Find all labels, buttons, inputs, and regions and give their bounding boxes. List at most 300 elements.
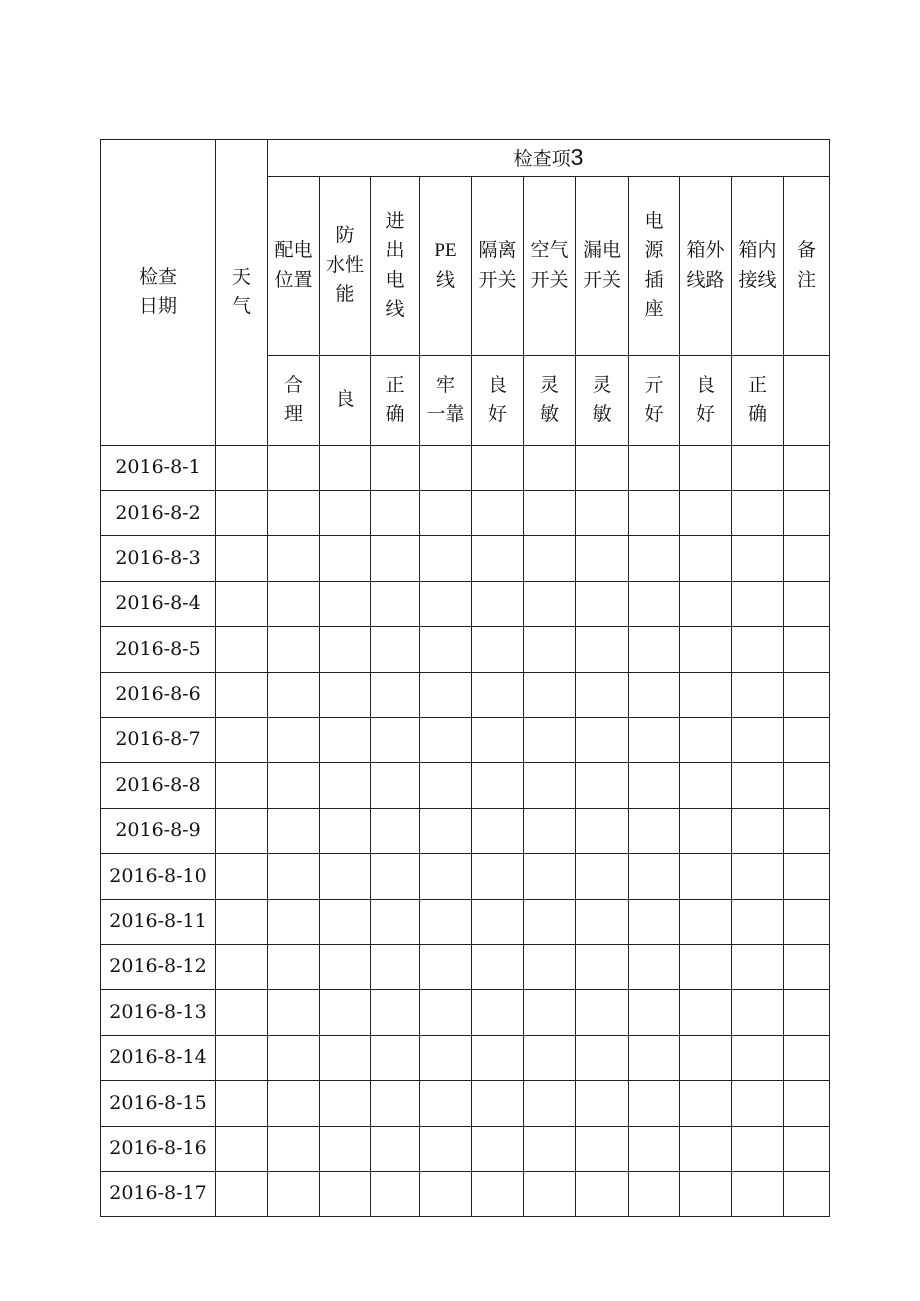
check-cell[interactable] [732, 717, 784, 762]
item-name-cell [320, 176, 371, 355]
check-cell[interactable] [680, 944, 732, 989]
table-row [101, 627, 830, 672]
check-cell[interactable] [524, 808, 576, 853]
check-cell[interactable] [732, 1126, 784, 1171]
check-cell[interactable] [680, 536, 732, 581]
check-cell[interactable] [524, 1035, 576, 1080]
table-row [101, 581, 830, 626]
check-cell[interactable] [268, 1126, 320, 1171]
check-cell[interactable] [420, 536, 472, 581]
check-cell[interactable] [268, 1035, 320, 1080]
check-cell[interactable] [784, 808, 830, 853]
table-row [101, 990, 830, 1035]
check-cell[interactable] [629, 717, 680, 762]
check-cell[interactable] [320, 1081, 371, 1126]
check-cell[interactable] [320, 763, 371, 808]
table-row [101, 1081, 830, 1126]
check-cell[interactable] [524, 1126, 576, 1171]
check-cell[interactable] [576, 491, 629, 536]
check-cell[interactable] [629, 627, 680, 672]
item-name-text: 开关 [478, 268, 517, 291]
item-name-text: 座 [644, 298, 664, 321]
check-cell[interactable] [420, 717, 472, 762]
check-cell[interactable] [576, 808, 629, 853]
table-row [101, 536, 830, 581]
table-row [101, 672, 830, 717]
check-cell[interactable] [732, 1035, 784, 1080]
item-standard-cell [629, 355, 680, 445]
item-name-text: 箱外 [686, 239, 725, 262]
check-cell[interactable] [371, 445, 420, 490]
check-cell[interactable] [371, 627, 420, 672]
check-cell[interactable] [576, 581, 629, 626]
table-row [101, 763, 830, 808]
table-row [101, 1126, 830, 1171]
check-cell[interactable] [732, 672, 784, 717]
check-cell[interactable] [524, 445, 576, 490]
check-cell[interactable] [371, 763, 420, 808]
check-cell[interactable] [268, 717, 320, 762]
check-cell[interactable] [680, 899, 732, 944]
check-cell[interactable] [472, 899, 524, 944]
item-name-text: 线 [385, 298, 405, 321]
check-cell[interactable] [629, 1126, 680, 1171]
item-standard-cell [784, 355, 830, 445]
weather-cell[interactable] [216, 1081, 268, 1126]
check-cell[interactable] [472, 990, 524, 1035]
date-cell: 2016-8-1 [101, 445, 216, 490]
item-name-text: 箱内 [738, 239, 777, 262]
check-cell[interactable] [576, 717, 629, 762]
date-cell: 2016-8-7 [101, 717, 216, 762]
check-cell[interactable] [784, 1081, 830, 1126]
check-cell[interactable] [784, 581, 830, 626]
check-cell[interactable] [524, 763, 576, 808]
check-cell[interactable] [420, 854, 472, 899]
item-standard-cell [732, 355, 784, 445]
check-cell[interactable] [371, 717, 420, 762]
item-name-cell [680, 176, 732, 355]
item-standard-text: 理 [283, 403, 303, 426]
check-cell[interactable] [420, 899, 472, 944]
group-number: 3 [570, 144, 584, 170]
check-cell[interactable] [268, 672, 320, 717]
check-cell[interactable] [371, 854, 420, 899]
check-cell[interactable] [732, 627, 784, 672]
check-cell[interactable] [784, 717, 830, 762]
check-cell[interactable] [371, 536, 420, 581]
table-row [101, 491, 830, 536]
check-cell[interactable] [420, 990, 472, 1035]
weather-cell[interactable] [216, 763, 268, 808]
item-standard-text: 良 [487, 373, 507, 396]
check-cell[interactable] [629, 899, 680, 944]
weather-cell[interactable] [216, 536, 268, 581]
check-cell[interactable] [576, 990, 629, 1035]
check-cell[interactable] [320, 536, 371, 581]
check-cell[interactable] [629, 1035, 680, 1080]
check-cell[interactable] [320, 581, 371, 626]
item-name-text: 配电 [274, 239, 313, 262]
check-cell[interactable] [629, 445, 680, 490]
check-cell[interactable] [268, 899, 320, 944]
check-cell[interactable] [320, 1035, 371, 1080]
item-name-text: 开关 [530, 268, 569, 291]
check-cell[interactable] [524, 717, 576, 762]
check-cell[interactable] [784, 627, 830, 672]
table-row [101, 854, 830, 899]
weather-cell[interactable] [216, 717, 268, 762]
check-cell[interactable] [784, 1126, 830, 1171]
item-standard-text: 敏 [592, 403, 612, 426]
check-cell[interactable] [680, 1171, 732, 1216]
item-name-text: 进 [385, 209, 405, 232]
check-cell[interactable] [472, 808, 524, 853]
check-cell[interactable] [320, 491, 371, 536]
check-cell[interactable] [371, 491, 420, 536]
item-standard-text: 良 [335, 388, 355, 411]
check-cell[interactable] [732, 445, 784, 490]
check-cell[interactable] [371, 990, 420, 1035]
check-cell[interactable] [420, 1171, 472, 1216]
item-name-cell [472, 176, 524, 355]
check-cell[interactable] [420, 944, 472, 989]
check-cell[interactable] [732, 581, 784, 626]
check-cell[interactable] [524, 854, 576, 899]
weather-header-line-1: 天 [231, 265, 251, 288]
check-cell[interactable] [268, 1171, 320, 1216]
weather-cell[interactable] [216, 627, 268, 672]
weather-cell[interactable] [216, 1035, 268, 1080]
table-row [101, 944, 830, 989]
check-cell[interactable] [732, 944, 784, 989]
table-row [101, 1171, 830, 1216]
check-cell[interactable] [320, 1171, 371, 1216]
check-cell[interactable] [524, 990, 576, 1035]
check-cell[interactable] [420, 808, 472, 853]
check-cell[interactable] [268, 1081, 320, 1126]
check-cell[interactable] [732, 1081, 784, 1126]
inspection-items-group-header [268, 140, 830, 177]
check-cell[interactable] [268, 627, 320, 672]
item-name-text: 能 [335, 283, 355, 306]
weather-cell[interactable] [216, 899, 268, 944]
check-cell[interactable] [472, 581, 524, 626]
check-cell[interactable] [371, 672, 420, 717]
check-cell[interactable] [472, 445, 524, 490]
check-cell[interactable] [576, 1171, 629, 1216]
item-name-text: 漏电 [582, 239, 621, 262]
check-cell[interactable] [629, 1081, 680, 1126]
weather-cell[interactable] [216, 445, 268, 490]
check-cell[interactable] [784, 763, 830, 808]
check-cell[interactable] [576, 445, 629, 490]
check-cell[interactable] [524, 672, 576, 717]
check-cell[interactable] [320, 717, 371, 762]
item-name-text: 隔离 [478, 239, 517, 262]
item-name-text: 注 [796, 268, 816, 291]
check-cell[interactable] [320, 672, 371, 717]
check-cell[interactable] [268, 491, 320, 536]
table-row [101, 445, 830, 490]
check-cell[interactable] [371, 1171, 420, 1216]
item-name-text: 空气 [530, 239, 569, 262]
check-cell[interactable] [680, 491, 732, 536]
item-name-cell [629, 176, 680, 355]
check-cell[interactable] [629, 944, 680, 989]
check-cell[interactable] [320, 854, 371, 899]
check-cell[interactable] [732, 854, 784, 899]
item-standard-text: 良 [695, 373, 715, 396]
check-cell[interactable] [371, 581, 420, 626]
check-cell[interactable] [680, 763, 732, 808]
check-cell[interactable] [268, 990, 320, 1035]
item-name-text: 开关 [582, 268, 621, 291]
date-cell: 2016-8-8 [101, 763, 216, 808]
check-cell[interactable] [371, 808, 420, 853]
check-cell[interactable] [268, 854, 320, 899]
check-cell[interactable] [629, 581, 680, 626]
check-cell[interactable] [680, 990, 732, 1035]
check-cell[interactable] [268, 944, 320, 989]
check-cell[interactable] [680, 1126, 732, 1171]
date-cell: 2016-8-4 [101, 581, 216, 626]
check-cell[interactable] [784, 445, 830, 490]
item-standard-text: 敏 [539, 403, 559, 426]
item-name-cell [371, 176, 420, 355]
check-cell[interactable] [680, 627, 732, 672]
date-rows [101, 445, 830, 1217]
check-cell[interactable] [472, 1171, 524, 1216]
check-cell[interactable] [268, 581, 320, 626]
item-standard-text: 牢 [435, 373, 455, 396]
check-cell[interactable] [524, 944, 576, 989]
check-cell[interactable] [784, 672, 830, 717]
check-cell[interactable] [472, 1035, 524, 1080]
check-cell[interactable] [420, 445, 472, 490]
check-cell[interactable] [420, 627, 472, 672]
item-name-cell [784, 176, 830, 355]
table-row [101, 1035, 830, 1080]
table-row [101, 717, 830, 762]
date-cell: 2016-8-10 [101, 854, 216, 899]
check-cell[interactable] [629, 990, 680, 1035]
table-row [101, 899, 830, 944]
check-cell[interactable] [472, 1081, 524, 1126]
item-standard-text: 正 [385, 373, 405, 396]
item-name-text: 源 [644, 239, 664, 262]
weather-column-header [216, 140, 268, 446]
check-cell[interactable] [576, 763, 629, 808]
weather-cell[interactable] [216, 491, 268, 536]
date-cell: 2016-8-5 [101, 627, 216, 672]
item-standard-text: 亓 [644, 373, 664, 396]
check-cell[interactable] [524, 1081, 576, 1126]
inspection-table [100, 139, 830, 1217]
check-cell[interactable] [472, 854, 524, 899]
weather-cell[interactable] [216, 854, 268, 899]
check-cell[interactable] [472, 1126, 524, 1171]
check-cell[interactable] [472, 491, 524, 536]
check-cell[interactable] [320, 944, 371, 989]
check-cell[interactable] [472, 536, 524, 581]
check-cell[interactable] [629, 672, 680, 717]
check-cell[interactable] [420, 672, 472, 717]
check-cell[interactable] [524, 899, 576, 944]
check-cell[interactable] [524, 491, 576, 536]
item-standard-text: 确 [747, 403, 767, 426]
check-cell[interactable] [524, 627, 576, 672]
item-standard-cell [524, 355, 576, 445]
check-cell[interactable] [472, 763, 524, 808]
check-cell[interactable] [629, 536, 680, 581]
check-cell[interactable] [732, 990, 784, 1035]
check-cell[interactable] [420, 1035, 472, 1080]
weather-cell[interactable] [216, 672, 268, 717]
date-cell: 2016-8-16 [101, 1126, 216, 1171]
check-cell[interactable] [472, 627, 524, 672]
item-standard-text: 灵 [539, 373, 559, 396]
date-cell: 2016-8-12 [101, 944, 216, 989]
check-cell[interactable] [576, 899, 629, 944]
check-cell[interactable] [732, 899, 784, 944]
item-standard-cell [371, 355, 420, 445]
date-header-line-1: 检查 [138, 265, 177, 288]
check-cell[interactable] [732, 763, 784, 808]
check-cell[interactable] [420, 491, 472, 536]
item-name-text: 备 [796, 239, 816, 262]
item-standard-cell [420, 355, 472, 445]
check-cell[interactable] [268, 536, 320, 581]
check-cell[interactable] [784, 990, 830, 1035]
check-cell[interactable] [576, 536, 629, 581]
check-cell[interactable] [629, 1171, 680, 1216]
item-name-text: PE [434, 240, 457, 262]
check-cell[interactable] [371, 1081, 420, 1126]
item-standard-cell [320, 355, 371, 445]
check-cell[interactable] [680, 717, 732, 762]
check-cell[interactable] [320, 445, 371, 490]
check-cell[interactable] [371, 899, 420, 944]
check-cell[interactable] [576, 1035, 629, 1080]
item-standard-text: 好 [644, 403, 664, 426]
item-name-text: 位置 [274, 268, 313, 291]
item-name-cell [732, 176, 784, 355]
date-cell: 2016-8-6 [101, 672, 216, 717]
check-cell[interactable] [629, 763, 680, 808]
check-cell[interactable] [320, 627, 371, 672]
check-cell[interactable] [732, 1171, 784, 1216]
item-standard-text: 好 [695, 403, 715, 426]
check-cell[interactable] [629, 854, 680, 899]
item-name-text: 电 [644, 209, 664, 232]
item-standard-cell [680, 355, 732, 445]
item-name-text: 插 [644, 268, 664, 291]
check-cell[interactable] [524, 581, 576, 626]
date-cell: 2016-8-17 [101, 1171, 216, 1216]
check-cell[interactable] [732, 536, 784, 581]
item-standard-text: 一靠 [426, 403, 465, 426]
check-cell[interactable] [524, 536, 576, 581]
item-standard-text: 灵 [592, 373, 612, 396]
check-cell[interactable] [420, 1126, 472, 1171]
check-cell[interactable] [420, 581, 472, 626]
check-cell[interactable] [320, 1126, 371, 1171]
weather-cell[interactable] [216, 808, 268, 853]
weather-cell[interactable] [216, 581, 268, 626]
check-cell[interactable] [680, 808, 732, 853]
item-name-text: 电 [385, 268, 405, 291]
check-cell[interactable] [732, 808, 784, 853]
check-cell[interactable] [784, 899, 830, 944]
item-standard-cell [268, 355, 320, 445]
check-cell[interactable] [784, 1035, 830, 1080]
check-cell[interactable] [371, 1126, 420, 1171]
check-cell[interactable] [784, 944, 830, 989]
check-cell[interactable] [576, 627, 629, 672]
check-cell[interactable] [784, 491, 830, 536]
check-cell[interactable] [472, 717, 524, 762]
check-cell[interactable] [629, 808, 680, 853]
check-cell[interactable] [576, 854, 629, 899]
check-cell[interactable] [784, 536, 830, 581]
check-cell[interactable] [268, 445, 320, 490]
item-name-text: 出 [385, 239, 405, 262]
check-cell[interactable] [268, 808, 320, 853]
weather-cell[interactable] [216, 990, 268, 1035]
table-row [101, 808, 830, 853]
weather-cell[interactable] [216, 1171, 268, 1216]
check-cell[interactable] [320, 899, 371, 944]
check-cell[interactable] [680, 445, 732, 490]
item-standard-text: 好 [487, 403, 507, 426]
check-cell[interactable] [420, 1081, 472, 1126]
item-standard-text: 合 [283, 373, 303, 396]
group-title: 检查项 [513, 148, 571, 170]
check-cell[interactable] [371, 1035, 420, 1080]
weather-cell[interactable] [216, 944, 268, 989]
check-cell[interactable] [680, 1035, 732, 1080]
check-cell[interactable] [472, 944, 524, 989]
check-cell[interactable] [576, 1126, 629, 1171]
check-cell[interactable] [320, 808, 371, 853]
date-header-line-2: 日期 [138, 295, 177, 318]
check-cell[interactable] [524, 1171, 576, 1216]
check-cell[interactable] [629, 491, 680, 536]
check-cell[interactable] [472, 672, 524, 717]
weather-cell[interactable] [216, 1126, 268, 1171]
item-name-cell [524, 176, 576, 355]
check-cell[interactable] [371, 944, 420, 989]
check-cell[interactable] [576, 672, 629, 717]
check-cell[interactable] [680, 581, 732, 626]
check-cell[interactable] [576, 944, 629, 989]
check-cell[interactable] [576, 1081, 629, 1126]
check-cell[interactable] [732, 491, 784, 536]
item-name-cell [420, 176, 472, 355]
item-name-cell [576, 176, 629, 355]
check-cell[interactable] [420, 763, 472, 808]
date-cell: 2016-8-15 [101, 1081, 216, 1126]
check-cell[interactable] [680, 854, 732, 899]
check-cell[interactable] [268, 763, 320, 808]
check-cell[interactable] [784, 854, 830, 899]
item-name-text: 水性 [325, 253, 364, 276]
check-cell[interactable] [320, 990, 371, 1035]
check-cell[interactable] [784, 1171, 830, 1216]
check-cell[interactable] [680, 672, 732, 717]
check-cell[interactable] [680, 1081, 732, 1126]
